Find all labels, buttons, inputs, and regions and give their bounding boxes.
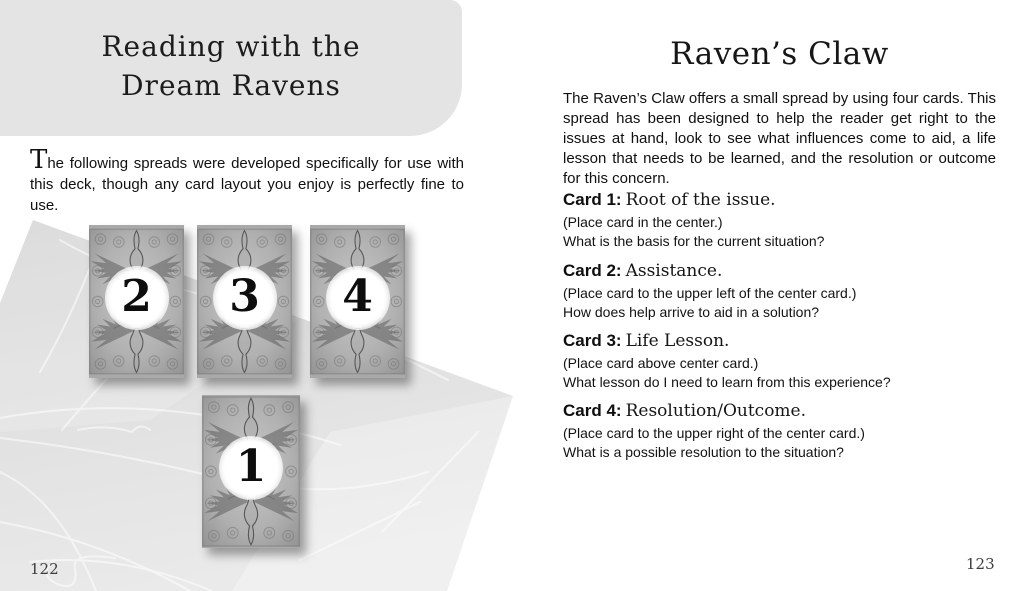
card-question: What is a possible resolution to the situation? bbox=[563, 443, 844, 460]
spread-card-position-4 bbox=[310, 225, 405, 378]
spread-title: Raven’s Claw bbox=[670, 36, 889, 72]
card-section-name: Resolution/Outcome. bbox=[625, 401, 807, 421]
card-section-heading bbox=[563, 401, 999, 421]
card-section-heading bbox=[563, 190, 999, 210]
left-page-number: 122 bbox=[30, 560, 59, 578]
card-section-4 bbox=[563, 401, 999, 461]
card-placement-note: (Place card above center card.) bbox=[563, 355, 759, 371]
card-number: 3 bbox=[229, 270, 260, 322]
right-intro-paragraph: The Raven’s Claw offers a small spread by using four cards. This spread has been designed to help the reader get right to the issues at hand, look to see what influences come to aid, a life lesson that needs to be learned, and the resolution or outcome for this concern. bbox=[563, 90, 996, 187]
card-section-heading bbox=[563, 331, 999, 351]
card-number: 2 bbox=[121, 270, 152, 322]
chapter-title-line-2: Dream Ravens bbox=[121, 69, 341, 102]
chapter-title-block bbox=[0, 0, 462, 136]
card-number-circle bbox=[213, 266, 277, 330]
card-section-label: Card 4: bbox=[563, 401, 622, 420]
card-section-label: Card 1: bbox=[563, 190, 622, 209]
card-section-2 bbox=[563, 261, 999, 321]
card-number-circle bbox=[105, 266, 169, 330]
card-placement-note: (Place card to the upper left of the center card.) bbox=[563, 285, 857, 301]
card-number-circle bbox=[219, 436, 283, 500]
card-section-label: Card 2: bbox=[563, 261, 622, 280]
card-section-1 bbox=[563, 190, 999, 250]
card-section-heading bbox=[563, 261, 999, 281]
right-page-number: 123 bbox=[966, 555, 995, 573]
card-section-label: Card 3: bbox=[563, 331, 622, 350]
spread-card-position-3 bbox=[197, 225, 292, 378]
card-placement-note: (Place card to the upper right of the center card.) bbox=[563, 425, 865, 441]
card-question: How does help arrive to aid in a solution? bbox=[563, 303, 820, 320]
card-section-name: Life Lesson. bbox=[625, 331, 730, 351]
spread-card-position-2 bbox=[89, 225, 184, 378]
spread-card-position-1 bbox=[202, 395, 300, 548]
card-number: 1 bbox=[235, 440, 267, 492]
card-section-name: Root of the issue. bbox=[625, 190, 776, 210]
card-section-name: Assistance. bbox=[625, 261, 723, 281]
card-number: 4 bbox=[342, 270, 373, 322]
card-placement-note: (Place card in the center.) bbox=[563, 214, 723, 230]
card-section-3 bbox=[563, 331, 999, 391]
chapter-title-line-1: Reading with the bbox=[101, 30, 361, 63]
card-question: What is the basis for the current situation? bbox=[563, 232, 825, 249]
card-question: What lesson do I need to learn from this experience? bbox=[563, 373, 891, 390]
left-intro-paragraph: The following spreads were developed specifically for use with this deck, though any card layout you enjoy is perfectly fine to use. bbox=[30, 145, 464, 214]
card-number-circle bbox=[326, 266, 390, 330]
